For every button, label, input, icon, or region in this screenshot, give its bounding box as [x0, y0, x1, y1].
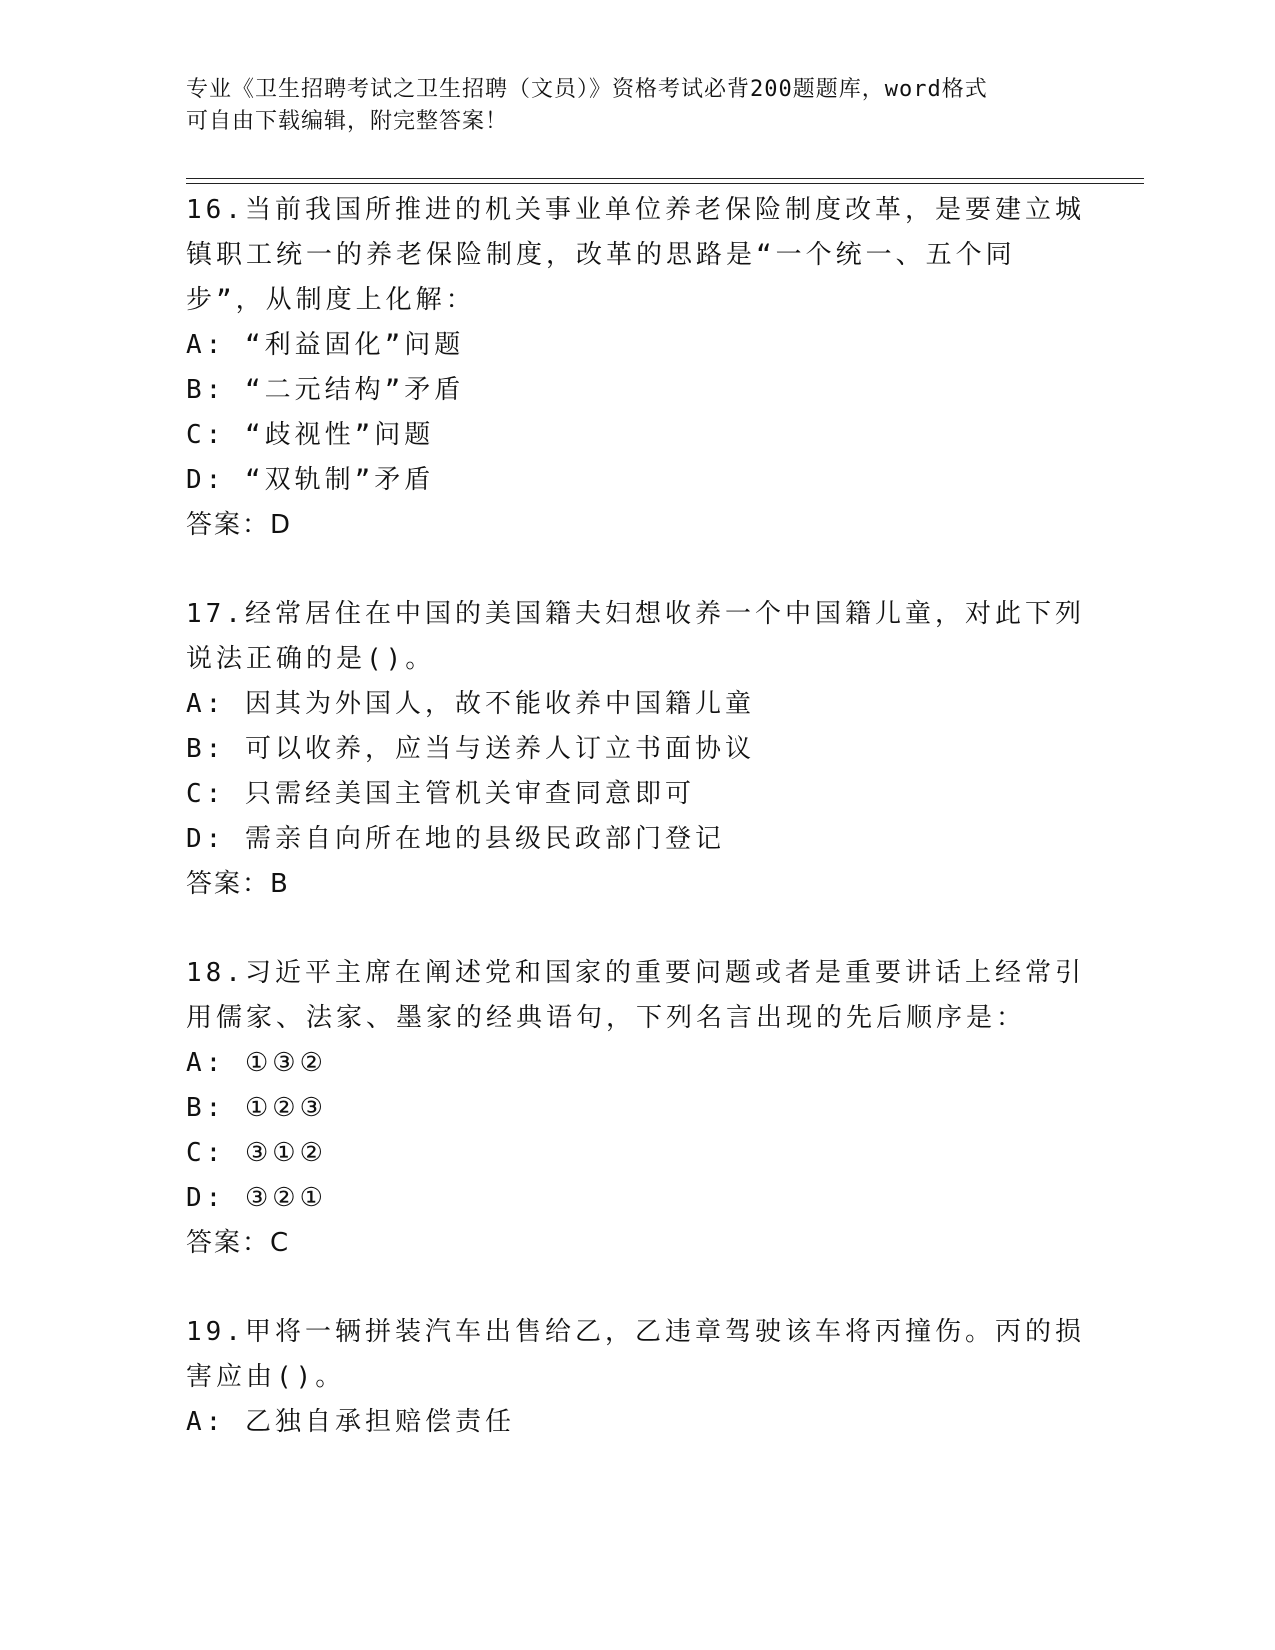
option-a [186, 1041, 1086, 1086]
option-a [186, 1400, 1086, 1445]
option-key: A: [186, 1048, 226, 1078]
option-a [186, 323, 1086, 368]
option-key: A: [186, 689, 226, 719]
option-d [186, 458, 1086, 503]
question-18 [186, 951, 1086, 1266]
option-a [186, 682, 1086, 727]
option-c [186, 1131, 1086, 1176]
option-c [186, 413, 1086, 458]
option-b [186, 1086, 1086, 1131]
option-key: C: [186, 420, 226, 450]
header-line-1: 专业《卫生招聘考试之卫生招聘（文员）》资格考试必背200题题库，word格式 [186, 77, 988, 102]
option-b [186, 368, 1086, 413]
option-key: D: [186, 824, 226, 854]
option-c [186, 772, 1086, 817]
option-text: 需亲自向所在地的县级民政部门登记 [244, 824, 725, 854]
option-key: B: [186, 1093, 226, 1123]
option-text: ③②① [244, 1183, 327, 1213]
option-b [186, 727, 1086, 772]
option-text: 因其为外国人，故不能收养中国籍儿童 [244, 689, 755, 719]
option-key: D: [186, 465, 226, 495]
question-text: 18.习近平主席在阐述党和国家的重要问题或者是重要讲话上经常引用儒家、法家、墨家的经典语句，下列名言出现的先后顺序是： [186, 958, 1085, 1033]
answer-line: 答案：B [186, 869, 290, 899]
option-text: ①③② [244, 1048, 327, 1078]
option-text: 只需经美国主管机关审查同意即可 [244, 779, 695, 809]
option-key: B: [186, 375, 226, 405]
option-key: C: [186, 1138, 226, 1168]
option-text: “二元结构”矛盾 [244, 375, 465, 405]
option-text: ③①② [244, 1138, 327, 1168]
question-text: 19.甲将一辆拼装汽车出售给乙，乙违章驾驶该车将丙撞伤。丙的损害应由()。 [186, 1317, 1085, 1392]
option-d [186, 1176, 1086, 1221]
option-text: ①②③ [244, 1093, 327, 1123]
question-list [186, 188, 1086, 1489]
option-text: 乙独自承担赔偿责任 [244, 1407, 515, 1437]
option-d [186, 817, 1086, 862]
option-key: B: [186, 734, 226, 764]
option-key: C: [186, 779, 226, 809]
answer-line: 答案：C [186, 1228, 291, 1258]
option-key: A: [186, 1407, 226, 1437]
header-divider-top [186, 178, 1144, 179]
option-key: D: [186, 1183, 226, 1213]
option-key: A: [186, 330, 226, 360]
answer-line: 答案：D [186, 510, 293, 540]
header-divider-bottom [186, 183, 1144, 184]
option-text: “双轨制”矛盾 [244, 465, 435, 495]
question-text: 16.当前我国所推进的机关事业单位养老保险制度改革，是要建立城镇职工统一的养老保险制度，改革的思路是“一个统一、五个同步”，从制度上化解： [186, 195, 1085, 315]
header-line-2: 可自由下载编辑，附完整答案！ [186, 109, 509, 134]
question-19 [186, 1310, 1086, 1445]
question-text: 17.经常居住在中国的美国籍夫妇想收养一个中国籍儿童，对此下列说法正确的是()。 [186, 599, 1085, 674]
option-text: 可以收养，应当与送养人订立书面协议 [244, 734, 755, 764]
question-17 [186, 592, 1086, 907]
option-text: “歧视性”问题 [244, 420, 435, 450]
question-16 [186, 188, 1086, 548]
option-text: “利益固化”问题 [244, 330, 465, 360]
document-header [186, 74, 1086, 138]
